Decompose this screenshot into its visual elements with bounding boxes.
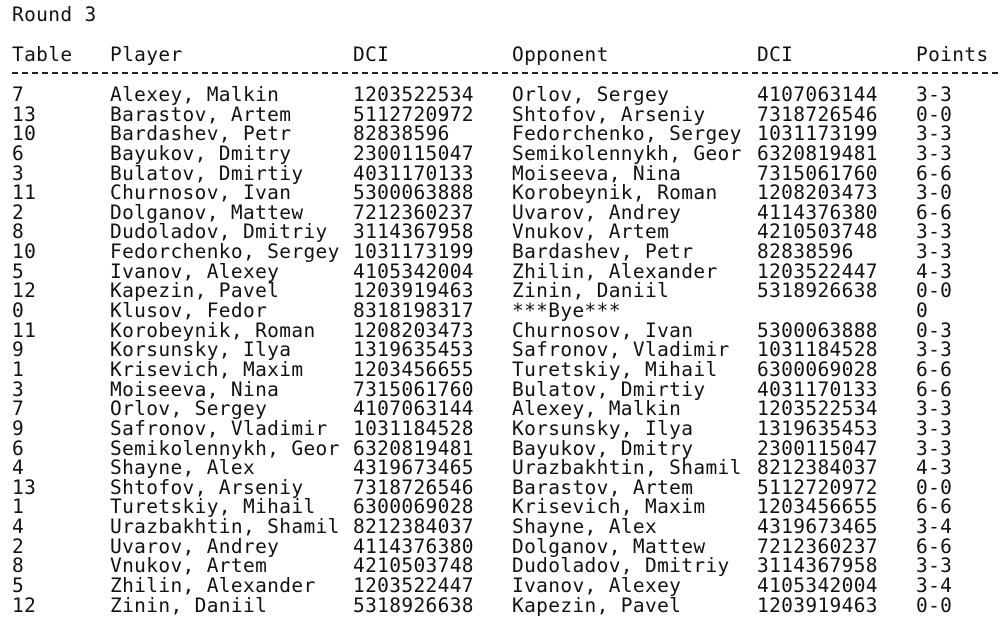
cell-player-dci: 1203522447 (353, 574, 474, 598)
cell-player-dci: 7212360237 (353, 200, 474, 224)
cell-opponent: Dolganov, Mattew (512, 534, 706, 558)
cell-points: 6-6 (916, 161, 953, 185)
cell-player-dci: 6300069028 (353, 495, 474, 519)
cell-player: Safronov, Vladimir (110, 416, 328, 440)
cell-player: Semikolennykh, Geor (110, 436, 340, 460)
cell-opponent: Ivanov, Alexey (512, 574, 682, 598)
cell-table: 12 (12, 593, 37, 617)
cell-player: Churnosov, Ivan (110, 181, 292, 205)
column-header-points: Points (916, 43, 989, 66)
cell-table: 10 (12, 122, 37, 146)
cell-table: 3 (12, 377, 25, 401)
cell-player: Zinin, Daniil (110, 593, 268, 617)
cell-player: Turetskiy, Mihail (110, 495, 316, 519)
cell-table: 13 (12, 475, 37, 499)
cell-opponent-dci: 5300063888 (757, 318, 878, 342)
cell-points: 3-4 (916, 574, 953, 598)
cell-player-dci: 8318198317 (353, 299, 474, 323)
cell-table: 13 (12, 102, 37, 126)
cell-points: 0-0 (916, 102, 953, 126)
cell-opponent: Bardashev, Petr (512, 240, 694, 264)
cell-player-dci: 4210503748 (353, 554, 474, 578)
cell-points: 3-3 (916, 554, 953, 578)
cell-table: 7 (12, 397, 25, 421)
header-divider (12, 72, 998, 74)
cell-points: 6-6 (916, 357, 953, 381)
cell-points: 3-3 (916, 83, 953, 106)
cell-opponent-dci: 1203919463 (757, 593, 878, 617)
cell-player: Korsunsky, Ilya (110, 338, 292, 362)
cell-opponent-dci: 1319635453 (757, 416, 878, 440)
cell-points: 0 (916, 299, 929, 323)
cell-table: 11 (12, 318, 37, 342)
cell-player: Dolganov, Mattew (110, 200, 304, 224)
cell-player: Alexey, Malkin (110, 83, 280, 106)
cell-points: 0-3 (916, 318, 953, 342)
cell-opponent: Bulatov, Dmirtiy (512, 377, 706, 401)
cell-table: 6 (12, 436, 25, 460)
cell-opponent-dci: 7212360237 (757, 534, 878, 558)
cell-opponent: Kapezin, Pavel (512, 593, 682, 617)
cell-points: 0-0 (916, 593, 953, 617)
cell-player: Ivanov, Alexey (110, 259, 280, 283)
cell-table: 5 (12, 574, 25, 598)
pairings-table (0, 85, 1000, 615)
cell-player-dci: 1208203473 (353, 318, 474, 342)
cell-table: 9 (12, 416, 25, 440)
cell-points: 3-3 (916, 416, 953, 440)
cell-opponent: Fedorchenko, Sergey (512, 122, 742, 146)
cell-points: 3-3 (916, 397, 953, 421)
cell-player-dci: 1031173199 (353, 240, 474, 264)
cell-opponent: Safronov, Vladimir (512, 338, 730, 362)
cell-player: Klusov, Fedor (110, 299, 268, 323)
cell-table: 5 (12, 259, 25, 283)
cell-points: 3-3 (916, 220, 953, 244)
cell-opponent-dci: 5112720972 (757, 475, 878, 499)
cell-opponent: Zinin, Daniil (512, 279, 670, 303)
cell-player-dci: 8212384037 (353, 515, 474, 539)
cell-player-dci: 1203919463 (353, 279, 474, 303)
cell-player-dci: 5300063888 (353, 181, 474, 205)
cell-table: 2 (12, 200, 25, 224)
cell-points: 3-3 (916, 122, 953, 146)
cell-opponent: Zhilin, Alexander (512, 259, 718, 283)
cell-table: 12 (12, 279, 37, 303)
table-row (0, 517, 1000, 537)
column-header-player-dci: DCI (353, 43, 390, 66)
column-header-opponent-dci: DCI (757, 43, 794, 66)
cell-opponent-dci: 1031173199 (757, 122, 878, 146)
table-row (0, 399, 1000, 419)
cell-opponent-dci: 3114367958 (757, 554, 878, 578)
cell-table: 6 (12, 141, 25, 165)
cell-opponent: Bayukov, Dmitry (512, 436, 694, 460)
column-header-player: Player (110, 43, 183, 66)
cell-opponent-dci: 4105342004 (757, 574, 878, 598)
cell-player: Urazbakhtin, Shamil (110, 515, 340, 539)
cell-player: Korobeynik, Roman (110, 318, 316, 342)
cell-opponent-dci: 82838596 (757, 240, 854, 264)
table-row (0, 458, 1000, 478)
cell-opponent-dci: 4107063144 (757, 83, 878, 106)
cell-player-dci: 1031184528 (353, 416, 474, 440)
cell-table: 4 (12, 456, 25, 480)
cell-points: 3-4 (916, 515, 953, 539)
cell-opponent-dci: 7318726546 (757, 102, 878, 126)
cell-opponent: Orlov, Sergey (512, 83, 670, 106)
cell-opponent-dci: 4114376380 (757, 200, 878, 224)
cell-table: 11 (12, 181, 37, 205)
cell-opponent: Korobeynik, Roman (512, 181, 718, 205)
cell-opponent-dci: 6300069028 (757, 357, 878, 381)
cell-player: Moiseeva, Nina (110, 377, 280, 401)
cell-points: 3-0 (916, 181, 953, 205)
cell-opponent: Shtofov, Arseniy (512, 102, 706, 126)
cell-opponent: Dudoladov, Dmitriy (512, 554, 730, 578)
cell-table: 4 (12, 515, 25, 539)
cell-points: 6-6 (916, 377, 953, 401)
cell-player: Kapezin, Pavel (110, 279, 280, 303)
cell-points: 6-6 (916, 534, 953, 558)
cell-player-dci: 7315061760 (353, 377, 474, 401)
cell-player: Orlov, Sergey (110, 397, 268, 421)
cell-opponent-dci: 1203522534 (757, 397, 878, 421)
table-row (0, 593, 1000, 617)
cell-table: 8 (12, 220, 25, 244)
cell-points: 3-3 (916, 338, 953, 362)
cell-player-dci: 4107063144 (353, 397, 474, 421)
cell-opponent-dci: 1203522447 (757, 259, 878, 283)
cell-opponent-dci: 2300115047 (757, 436, 878, 460)
cell-opponent-dci: 1203456655 (757, 495, 878, 519)
cell-table: 8 (12, 554, 25, 578)
cell-points: 3-3 (916, 141, 953, 165)
cell-points: 3-3 (916, 436, 953, 460)
cell-table: 3 (12, 161, 25, 185)
cell-opponent: Shayne, Alex (512, 515, 658, 539)
cell-points: 6-6 (916, 495, 953, 519)
table-row (0, 124, 1000, 144)
cell-opponent: Churnosov, Ivan (512, 318, 694, 342)
cell-player: Bulatov, Dmirtiy (110, 161, 304, 185)
cell-opponent: Vnukov, Artem (512, 220, 670, 244)
table-row (0, 576, 1000, 596)
cell-player-dci: 4114376380 (353, 534, 474, 558)
cell-opponent-dci: 1208203473 (757, 181, 878, 205)
cell-opponent: Uvarov, Andrey (512, 200, 682, 224)
cell-points: 3-3 (916, 240, 953, 264)
cell-table: 1 (12, 495, 25, 519)
table-row (0, 357, 1000, 381)
cell-opponent-dci: 5318926638 (757, 279, 878, 303)
cell-opponent: Urazbakhtin, Shamil (512, 456, 742, 480)
cell-player-dci: 6320819481 (353, 436, 474, 460)
cell-player: Shtofov, Arseniy (110, 475, 304, 499)
cell-opponent-dci: 4319673465 (757, 515, 878, 539)
cell-opponent: ***Bye*** (512, 299, 621, 323)
cell-table: 9 (12, 338, 25, 362)
cell-player: Bardashev, Petr (110, 122, 292, 146)
cell-points: 0-0 (916, 279, 953, 303)
cell-opponent: Moiseeva, Nina (512, 161, 682, 185)
table-row (0, 141, 1000, 165)
cell-player: Bayukov, Dmitry (110, 141, 292, 165)
cell-opponent: Korsunsky, Ilya (512, 416, 694, 440)
cell-player-dci: 4105342004 (353, 259, 474, 283)
cell-player-dci: 1203456655 (353, 357, 474, 381)
table-row (0, 301, 1000, 321)
cell-opponent: Barastov, Artem (512, 475, 694, 499)
cell-player: Barastov, Artem (110, 102, 292, 126)
cell-opponent: Alexey, Malkin (512, 397, 682, 421)
column-header-table: Table (12, 43, 73, 66)
cell-player-dci: 2300115047 (353, 141, 474, 165)
cell-table: 10 (12, 240, 37, 264)
cell-table: 7 (12, 83, 25, 106)
cell-player-dci: 7318726546 (353, 475, 474, 499)
table-row (0, 242, 1000, 262)
cell-opponent: Semikolennykh, Geor (512, 141, 742, 165)
round-title: Round 3 (12, 3, 97, 26)
cell-table: 0 (12, 299, 25, 323)
cell-points: 0-0 (916, 475, 953, 499)
cell-player: Shayne, Alex (110, 456, 256, 480)
cell-table: 2 (12, 534, 25, 558)
cell-opponent-dci: 1031184528 (757, 338, 878, 362)
cell-player-dci: 5318926638 (353, 593, 474, 617)
cell-opponent-dci: 8212384037 (757, 456, 878, 480)
cell-player: Zhilin, Alexander (110, 574, 316, 598)
cell-player-dci: 1319635453 (353, 338, 474, 362)
table-row (0, 183, 1000, 203)
table-row (0, 85, 1000, 105)
cell-player: Krisevich, Maxim (110, 357, 304, 381)
cell-opponent: Turetskiy, Mihail (512, 357, 718, 381)
cell-player-dci: 1203522534 (353, 83, 474, 106)
cell-player: Dudoladov, Dmitriy (110, 220, 328, 244)
cell-points: 6-6 (916, 200, 953, 224)
cell-opponent-dci: 6320819481 (757, 141, 878, 165)
cell-opponent-dci: 7315061760 (757, 161, 878, 185)
cell-player: Fedorchenko, Sergey (110, 240, 340, 264)
column-header-opponent: Opponent (512, 43, 609, 66)
cell-opponent-dci: 4210503748 (757, 220, 878, 244)
cell-table: 1 (12, 357, 25, 381)
cell-player: Uvarov, Andrey (110, 534, 280, 558)
cell-player-dci: 82838596 (353, 122, 450, 146)
cell-points: 4-3 (916, 456, 953, 480)
cell-player-dci: 4031170133 (353, 161, 474, 185)
cell-player-dci: 4319673465 (353, 456, 474, 480)
cell-player-dci: 5112720972 (353, 102, 474, 126)
table-row (0, 416, 1000, 440)
cell-opponent-dci: 4031170133 (757, 377, 878, 401)
cell-opponent: Krisevich, Maxim (512, 495, 706, 519)
cell-player-dci: 3114367958 (353, 220, 474, 244)
cell-player: Vnukov, Artem (110, 554, 268, 578)
cell-points: 4-3 (916, 259, 953, 283)
